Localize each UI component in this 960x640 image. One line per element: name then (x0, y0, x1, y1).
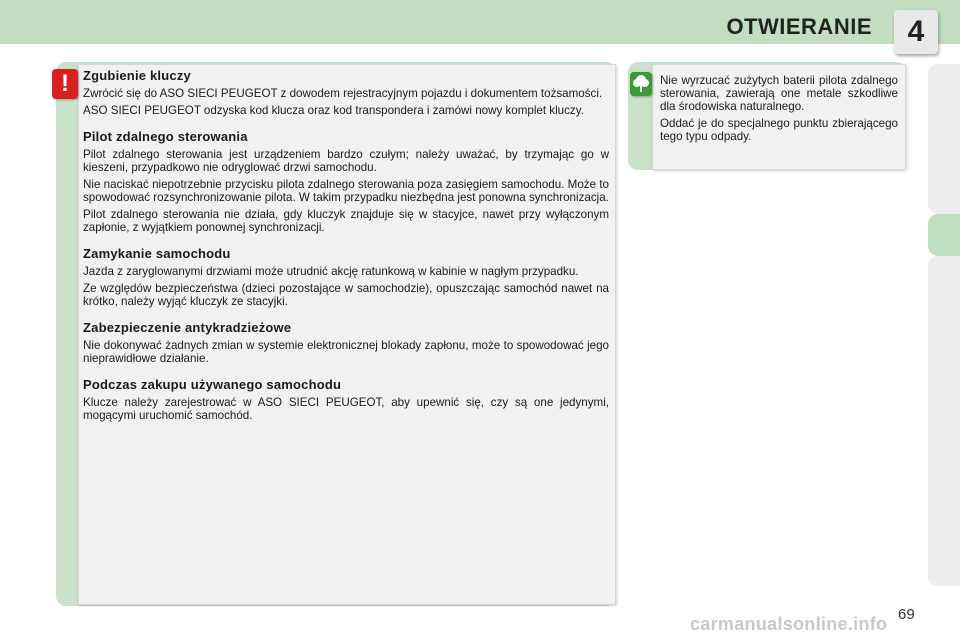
paragraph: Oddać je do specjalnego punktu zbierającego tego typu odpady. (660, 117, 898, 143)
section-anti-theft (83, 320, 609, 365)
section-heading: Pilot zdalnego sterowania (83, 129, 248, 144)
section-heading: Podczas zakupu używanego samochodu (83, 377, 342, 392)
paragraph: ASO SIECI PEUGEOT odzyska kod klucza oraz kod transpondera i zamówi nowy komplet kluczy. (83, 104, 584, 117)
page-number: 69 (898, 606, 915, 623)
warning-icon: ! (52, 69, 78, 99)
section-heading: Zamykanie samochodu (83, 246, 231, 261)
warning-content (83, 68, 609, 434)
section-heading: Zgubienie kluczy (83, 68, 191, 83)
section-used-car (83, 377, 609, 422)
paragraph: Nie wyrzucać zużytych baterii pilota zdalnego sterowania, zawierają one metale szkodliwe dla środowiska naturalnego. (660, 74, 898, 113)
paragraph: Klucze należy zarejestrować w ASO SIECI PEUGEOT, aby upewnić się, czy są one jedynymi, mogącymi uruchomić samochód. (83, 396, 609, 422)
side-tab[interactable] (928, 64, 960, 214)
watermark: carmanualsonline.info (690, 614, 888, 634)
tree-icon (630, 72, 652, 96)
paragraph: Pilot zdalnego sterowania jest urządzeniem bardzo czułym; należy uważać, by trzymając go w kieszeni, przypadkowo nie odryglować drzwi samochodu. (83, 148, 609, 174)
section-locking (83, 246, 609, 308)
paragraph: Nie dokonywać żadnych zmian w systemie elektronicznej blokady zapłonu, może to spowodować jego nieprawidłowe działanie. (83, 339, 609, 365)
paragraph: Nie naciskać niepotrzebnie przycisku pilota zdalnego sterowania poza zasięgiem samochodu. Może to spowodować rozsynchronizowanie pilota. W takim przypadku niezbędna jest ponowna synchronizacja. (83, 178, 609, 204)
chapter-number-badge: 4 (894, 10, 938, 54)
section-lost-keys (83, 68, 609, 117)
chapter-title: OTWIERANIE (726, 14, 872, 39)
tree-icon-graphic (630, 72, 652, 96)
paragraph: Pilot zdalnego sterowania nie działa, gdy kluczyk znajduje się w stacyjce, nawet przy wyłączonym zapłonie, z wyjątkiem ponownej synchronizacji. (83, 208, 609, 234)
section-remote-control (83, 129, 609, 234)
paragraph: Ze względów bezpieczeństwa (dzieci pozostające w samochodzie), opuszczając samochód nawet na krótko, należy wyjąć kluczyk ze stacyjki. (83, 282, 609, 308)
side-tab[interactable] (928, 256, 960, 586)
section-heading: Zabezpieczenie antykradzieżowe (83, 320, 292, 335)
paragraph: Jazda z zaryglowanymi drzwiami może utrudnić akcję ratunkową w kabinie w nagłym przypadku. (83, 265, 579, 278)
environment-note (660, 74, 898, 147)
paragraph: Zwrócić się do ASO SIECI PEUGEOT z dowodem rejestracyjnym pojazdu i dokumentem tożsamości. (83, 87, 603, 100)
side-tab-active[interactable] (928, 214, 960, 256)
